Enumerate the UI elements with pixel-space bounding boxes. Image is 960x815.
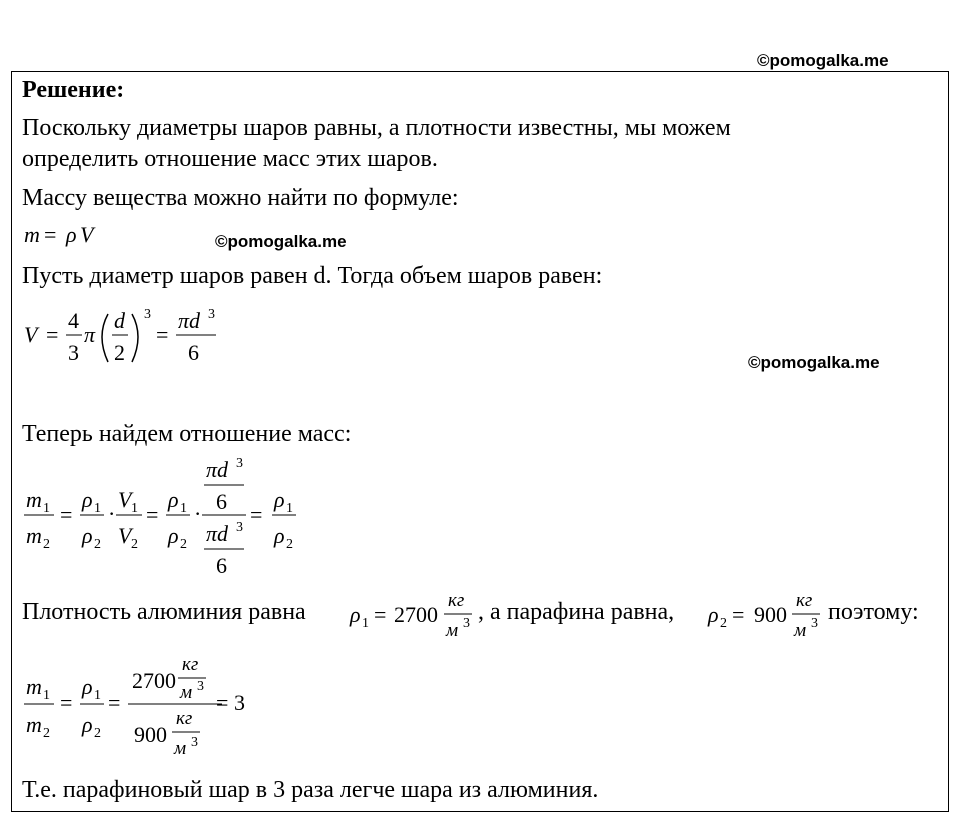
paragraph-conclusion: Т.е. парафиновый шар в 3 раза легче шара из алюминия. (22, 777, 599, 803)
svg-text:3: 3 (144, 307, 151, 322)
svg-text:ρ: ρ (168, 487, 179, 512)
svg-text:900: 900 (134, 722, 167, 747)
svg-text:2: 2 (720, 616, 727, 631)
svg-text:м: м (446, 620, 459, 641)
formula-result (22, 652, 262, 767)
svg-text:=: = (156, 322, 169, 347)
svg-text:2: 2 (180, 537, 187, 552)
svg-text:m: m (26, 712, 42, 737)
watermark-top: ©pomogalka.me (757, 51, 889, 70)
svg-text:ρ: ρ (274, 487, 285, 512)
svg-text:1: 1 (43, 688, 50, 703)
paragraph-intro-line1: Поскольку диаметры шаров равны, а плотности известны, мы можем (22, 115, 731, 141)
svg-text:3: 3 (811, 616, 818, 631)
svg-text:2: 2 (286, 537, 293, 552)
svg-text:=: = (216, 690, 229, 715)
svg-text:=: = (44, 222, 57, 247)
svg-text:m: m (24, 222, 40, 247)
svg-text:=: = (374, 602, 387, 627)
svg-text:V: V (24, 322, 38, 347)
formula-volume (22, 300, 252, 377)
svg-text:3: 3 (191, 735, 198, 750)
formula-mass (22, 220, 142, 257)
svg-text:6: 6 (216, 489, 227, 514)
paragraph-therefore: поэтому: (828, 599, 919, 625)
solution-heading: Решение: (22, 77, 125, 103)
svg-text:V: V (80, 222, 94, 247)
svg-text:1: 1 (362, 616, 369, 631)
paragraph-mass-formula-intro: Массу вещества можно найти по формуле: (22, 185, 459, 211)
watermark-right: ©pomogalka.me (748, 353, 880, 372)
svg-text:ρ: ρ (82, 674, 93, 699)
svg-text:3: 3 (197, 679, 204, 694)
formula-rho1 (348, 584, 488, 647)
svg-text:2: 2 (131, 537, 138, 552)
svg-text:=: = (46, 322, 59, 347)
svg-text:м: м (180, 682, 193, 703)
paragraph-density-aluminium: Плотность алюминия равна (22, 599, 306, 625)
paragraph-intro-line2: определить отношение масс этих шаров. (22, 146, 438, 172)
svg-text:2: 2 (43, 726, 50, 741)
svg-text:м: м (794, 620, 807, 641)
svg-text:3: 3 (234, 690, 245, 715)
svg-text:πd: πd (178, 308, 201, 333)
svg-text:1: 1 (94, 688, 101, 703)
svg-text:ρ: ρ (66, 222, 77, 247)
svg-text:кг: кг (182, 654, 199, 675)
svg-text:·: · (108, 501, 116, 526)
svg-text:1: 1 (180, 501, 187, 516)
svg-text:3: 3 (463, 616, 470, 631)
svg-text:кг: кг (176, 708, 193, 729)
svg-text:V: V (118, 487, 132, 512)
svg-text:2: 2 (94, 537, 101, 552)
svg-text:1: 1 (94, 501, 101, 516)
svg-text:3: 3 (236, 520, 243, 535)
svg-text:2700: 2700 (132, 668, 176, 693)
watermark-middle: ©pomogalka.me (215, 232, 347, 251)
svg-text:2: 2 (114, 340, 125, 365)
svg-text:м: м (174, 738, 187, 759)
svg-text:кг: кг (448, 590, 465, 611)
svg-text:ρ: ρ (168, 523, 179, 548)
svg-text:3: 3 (236, 456, 243, 471)
svg-text:900: 900 (754, 602, 787, 627)
svg-text:2700: 2700 (394, 602, 438, 627)
formula-rho2 (706, 584, 830, 647)
svg-text:ρ: ρ (82, 523, 93, 548)
paragraph-ratio-intro: Теперь найдем отношение масс: (22, 421, 352, 447)
svg-text:m: m (26, 523, 42, 548)
paragraph-density-paraffin: , а парафина равна, (478, 599, 675, 625)
svg-text:1: 1 (131, 501, 138, 516)
svg-text:=: = (108, 690, 121, 715)
svg-text:=: = (60, 690, 73, 715)
svg-text:ρ: ρ (708, 602, 719, 627)
svg-text:2: 2 (43, 537, 50, 552)
svg-text:V: V (118, 523, 132, 548)
svg-text:6: 6 (188, 340, 199, 365)
svg-text:=: = (250, 502, 263, 527)
svg-text:πd: πd (206, 457, 229, 482)
svg-text:4: 4 (68, 308, 79, 333)
svg-text:m: m (26, 487, 42, 512)
svg-text:ρ: ρ (82, 712, 93, 737)
svg-text:·: · (194, 501, 202, 526)
formula-mass-ratio (22, 455, 322, 585)
svg-text:кг: кг (796, 590, 813, 611)
svg-text:3: 3 (68, 340, 79, 365)
svg-text:πd: πd (206, 521, 229, 546)
svg-text:d: d (114, 308, 125, 333)
paragraph-volume-intro: Пусть диаметр шаров равен d. Тогда объем шаров равен: (22, 263, 603, 289)
svg-text:=: = (60, 502, 73, 527)
svg-text:2: 2 (94, 726, 101, 741)
svg-text:=: = (732, 602, 745, 627)
svg-text:3: 3 (208, 307, 215, 322)
svg-text:1: 1 (43, 501, 50, 516)
svg-text:π: π (84, 322, 96, 347)
svg-text:6: 6 (216, 553, 227, 578)
svg-text:m: m (26, 674, 42, 699)
svg-text:1: 1 (286, 501, 293, 516)
svg-text:=: = (146, 502, 159, 527)
svg-text:ρ: ρ (274, 523, 285, 548)
svg-text:ρ: ρ (82, 487, 93, 512)
svg-text:ρ: ρ (350, 602, 361, 627)
